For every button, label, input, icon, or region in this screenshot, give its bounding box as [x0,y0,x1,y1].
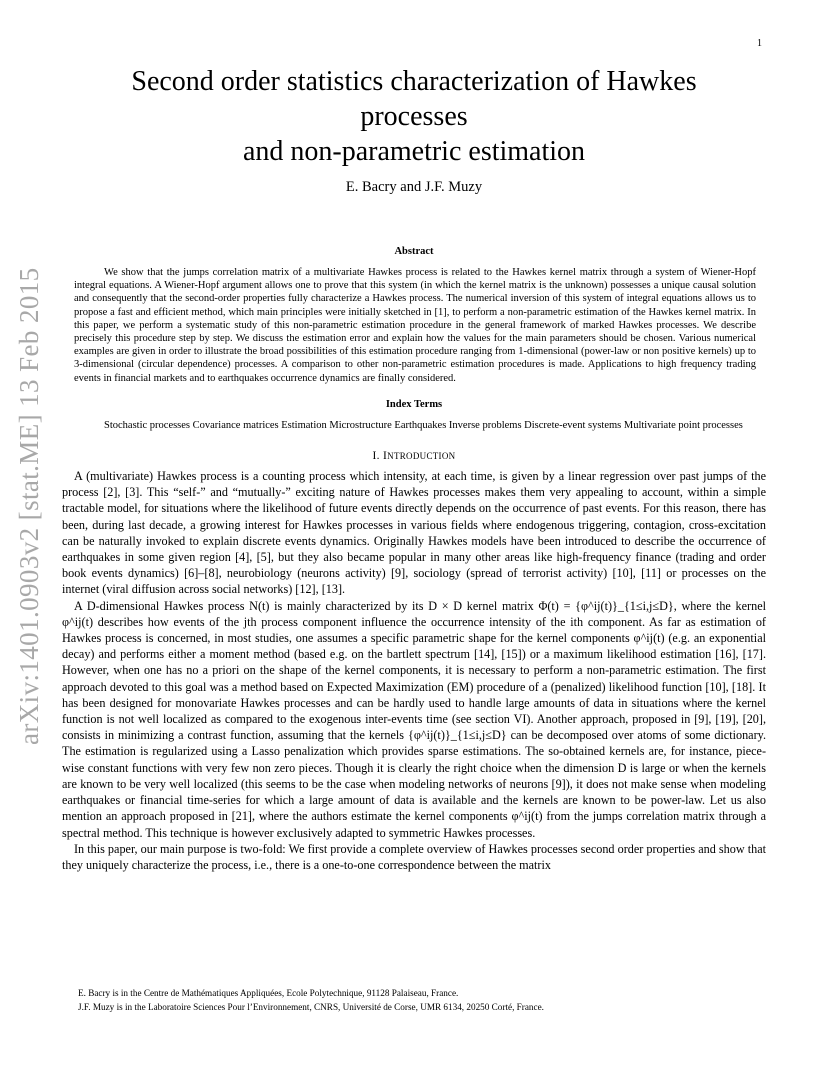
footnote-1: E. Bacry is in the Centre de Mathématiques Appliquées, Ecole Polytechnique, 91128 Palaiseau, France. [78,988,459,998]
paper-title [62,64,766,169]
paragraph-3: In this paper, our main purpose is two-fold: We first provide a complete overview of Hawkes processes second order properties and show that they uniquely characterize the process, i.e., there is a one-to-one correspondence between the matrix [62,841,766,872]
body-text [62,468,766,873]
footnotes [78,987,544,1014]
section-number: I. I [372,450,388,463]
abstract-text: We show that the jumps correlation matrix of a multivariate Hawkes process is related to the Hawkes kernel matrix through a system of Wiener-Hopf integral equations. A Wiener-Hopf argument allows one to prove that this system (in which the kernel matrix is the unknown) possesses a unique causal solution and consequently that the second-order properties fully characterize a Hawkes process. The numerical inversion of this system of integral equations allows us to propose a fast and efficient method, which main principles were initially sketched in [1], to perform a non-parametric estimation of the Hawkes kernel matrix. In this paper, we perform a systematic study of this non-parametric estimation procedure in the general framework of marked Hawkes processes. We describe precisely this procedure step by step. We discuss the estimation error and explain how the values for the main parameters should be chosen. Various numerical examples are given in order to illustrate the broad possibilities of this estimation procedure ranging from 1-dimensional (power-law or non positive kernels) up to 3-dimensional (circular dependence) processes. A comparison to other non-parametric estimation procedures is made. Applications to high frequency trading events in financial markets and to earthquakes occurrence dynamics are finally considered. [74,267,756,384]
footnote-2: J.F. Muzy is in the Laboratoire Sciences Pour l’Environnement, CNRS, Université de Corse, UMR 6134, 20250 Corté, France. [78,1001,544,1012]
arxiv-stamp: arXiv:1401.0903v2 [stat.ME] 13 Feb 2015 [14,267,44,745]
title-line-2: processes [360,101,468,132]
paragraph-2: A D-dimensional Hawkes process N(t) is mainly characterized by its D × D kernel matrix Φ(t) = {φ^ij(t)}_{1≤i,j≤D}, where the kernel φ^ij(t) describes how events of the jth process component influence the occurrence intensity of the ith component. As far as estimation of Hawkes process is concerned, in most studies, one assumes a specific parametric shape for the kernel components φ^ij(t) (e.g. an exponential decay) and performs either a moment method (based e.g. on the bartlett spectrum [14], [15]) or a maximum likelihood estimation [16], [17]. However, when one has no a priori on the shape of the kernel components, it is necessary to perform a non-parametric estimation. The first approach devoted to this goal was a method based on Expected Maximization (EM) procedure of a (penalized) likelihood function [10], [18]. It has been designed for monovariate Hawkes processes and can be hardly used to handle large amounts of data in situations where the kernel function is not well localized as compared to the exogenous inter-events time (see section VI). Another approach, proposed in [9], [19], [20], consists in minimizing a contrast function, assuming that the kernels {φ^ij(t)}_{1≤i,j≤D} can be decomposed over atoms of some dictionary. The estimation is regularized using a Lasso penalization which provides sparse estimations. The so-obtained kernels are, for instance, piece-wise constant functions with very few non zero pieces. Though it is clearly the right choice when the dimension D is large or when the kernels are known to be very well localized (this seems to be the case when modeling networks of neurons [9]), it does not make sense when modeling earthquakes or financial time-series for which a large amount of data is available and the kernels are known to be power-law. Let us also mention an approach proposed in [21], where the authors estimate the kernel components φ^ij(t) from the jumps correlation matrix through a spectral method. This technique is however exclusively adapted to symmetric Hawkes processes. [62,598,766,840]
authors: E. Bacry and J.F. Muzy [345,179,483,195]
abstract-heading: Abstract [394,246,434,257]
section-name: NTRODUCTION [387,451,456,462]
paper-page [62,0,766,873]
index-terms-heading: Index Terms [385,398,443,410]
index-terms-text: Stochastic processes Covariance matrices Estimation Microstructure Earthquakes Inverse problems Discrete-event systems Multivariate point processes [104,419,743,431]
paragraph-1: A (multivariate) Hawkes process is a counting process which intensity, at each time, is given by a linear regression over past jumps of the process [2], [3]. This “self-” and “mutually-” exciting nature of Hawkes processes makes them very appealing to account, within a simple tractable model, for situations where the likelihood of future events directly depends on the occurrence of past events. For this reason, there has been, during last decade, a growing interest for Hawkes processes in various fields where endogenous triggering, contagion, cross-excitation can be naturally invoked to explain discrete events dynamics. Originally Hawkes models have been introduced to describe the occurrence of earthquakes in some given region [4], [5], but they also became popular in many other areas like high-frequency finance (trading and order book events dynamics) [6]–[8], neurobiology (neurons activity) [9], sociology (spread of terrorist activity) [10], [11] or processes on the internet (viral diffusion across social networks) [12], [13]. [62,469,766,597]
title-line-3: and non-parametric estimation [242,136,586,167]
section-heading-introduction [62,450,766,462]
page-number: 1 [757,38,762,49]
title-line-1: Second order statistics characterization of Hawkes [131,66,697,97]
